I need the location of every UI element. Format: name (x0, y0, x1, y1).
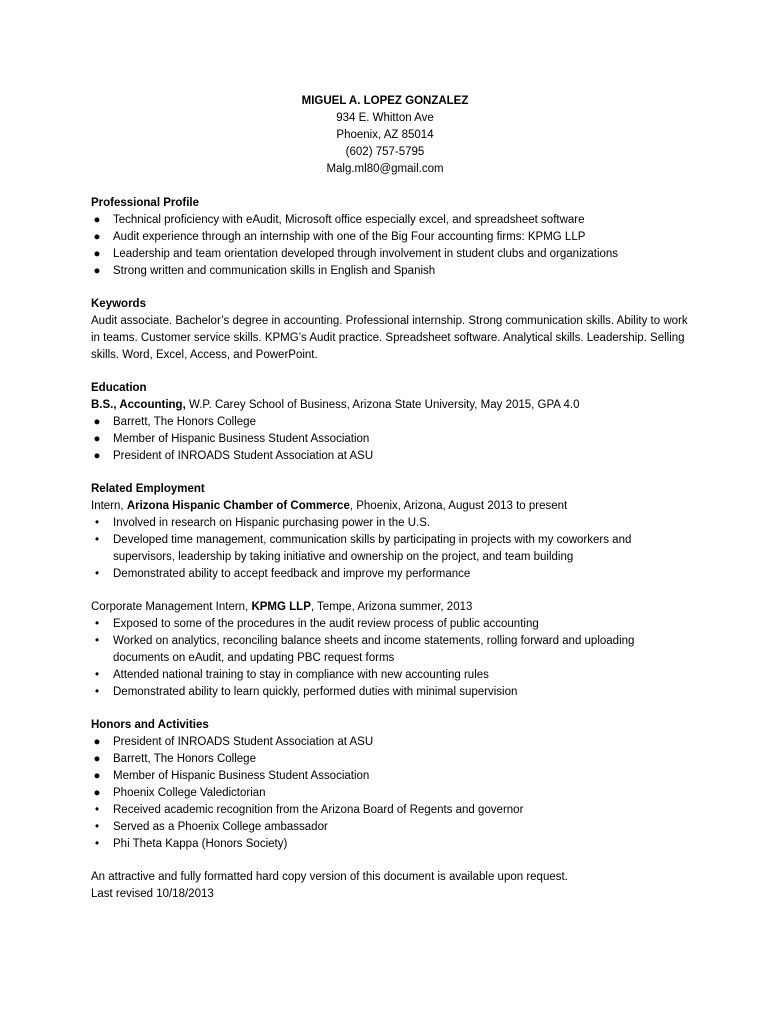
resume-header (91, 93, 679, 178)
list-item (91, 836, 691, 853)
bullet-icon: • (94, 669, 100, 681)
list-item-text: Served as a Phoenix College ambassador (113, 821, 328, 833)
bullet-icon: ● (93, 450, 101, 462)
list-item (91, 785, 691, 802)
section-title-employment: Related Employment (91, 483, 205, 495)
list-item (91, 566, 691, 583)
bullet-icon: ● (93, 248, 101, 260)
job-duties-list (91, 616, 691, 701)
job-heading (91, 498, 691, 515)
list-item (91, 414, 691, 431)
last-revised: Last revised 10/18/2013 (91, 888, 214, 900)
job-entry-kpmg (91, 599, 691, 701)
bullet-icon: • (94, 838, 100, 850)
degree-name: B.S., Accounting, (91, 399, 186, 411)
job-employer: Arizona Hispanic Chamber of Commerce (126, 500, 350, 512)
bullet-icon: • (94, 686, 100, 698)
list-item (91, 751, 691, 768)
phone-number: (602) 757-5795 (345, 146, 425, 158)
list-item-text: Involved in research on Hispanic purchasing power in the U.S. (113, 517, 431, 529)
bullet-icon: • (94, 821, 100, 833)
list-item-text: Technical proficiency with eAudit, Microsoft office especially excel, and spreadsheet software (113, 214, 585, 226)
list-item-text: Worked on analytics, reconciling balance sheets and income statements, rolling forward and uploading documents on eAudit, and updating PBC request forms (113, 635, 635, 664)
bullet-icon: ● (93, 231, 101, 243)
list-item-text: Barrett, The Honors College (113, 753, 256, 765)
list-item (91, 802, 691, 819)
list-item-text: Demonstrated ability to accept feedback and improve my performance (113, 568, 471, 580)
list-item-text: Member of Hispanic Business Student Association (113, 770, 370, 782)
resume-content (91, 93, 691, 903)
list-item-text: Leadership and team orientation developed through involvement in student clubs and organizations (113, 248, 619, 260)
job-employer: KPMG LLP (251, 601, 311, 613)
list-item (91, 448, 691, 465)
bullet-icon: • (94, 517, 100, 529)
degree-line (91, 397, 691, 414)
bullet-icon: ● (93, 736, 101, 748)
list-item-text: Strong written and communication skills in English and Spanish (113, 265, 436, 277)
bullet-icon: ● (93, 416, 101, 428)
list-item-text: Developed time management, communication skills by participating in projects with my coworkers and supervisors, leadership by taking initiative and ownership on the project, and team building (113, 534, 632, 563)
bullet-icon: ● (93, 753, 101, 765)
job-details: , Tempe, Arizona summer, 2013 (310, 601, 473, 613)
keywords-section (91, 296, 691, 364)
job-role: Corporate Management Intern, (91, 601, 252, 613)
section-title-profile: Professional Profile (91, 197, 200, 209)
list-item-text: Received academic recognition from the Arizona Board of Regents and governor (113, 804, 524, 816)
employment-section (91, 481, 691, 701)
list-item (91, 667, 691, 684)
section-title-keywords: Keywords (91, 298, 146, 310)
list-item (91, 263, 691, 280)
address-line-2: Phoenix, AZ 85014 (336, 129, 434, 141)
bullet-icon: ● (93, 770, 101, 782)
list-item (91, 633, 691, 667)
list-item (91, 515, 691, 532)
job-role: Intern, (91, 500, 127, 512)
honors-section (91, 717, 691, 853)
bullet-icon: • (94, 804, 100, 816)
address-line-1: 934 E. Whitton Ave (336, 112, 434, 124)
keywords-text: Audit associate. Bachelor’s degree in accounting. Professional internship. Strong communication skills. Ability to work in teams. Customer service skills. KPMG’s Audit practice. Spreadsheet software. Analytical skills. Leadership. Selling skills. Word, Excel, Access, and PowerPoint. (91, 315, 688, 361)
list-item-text: Phoenix College Valedictorian (113, 787, 266, 799)
degree-details: W.P. Carey School of Business, Arizona State University, May 2015, GPA 4.0 (185, 399, 580, 411)
section-title-education: Education (91, 382, 147, 394)
availability-note: An attractive and fully formatted hard copy version of this document is available upon request. (91, 871, 568, 883)
list-item-text: Exposed to some of the procedures in the audit review process of public accounting (113, 618, 539, 630)
job-entry-chamber (91, 498, 691, 583)
list-item (91, 684, 691, 701)
bullet-icon: ● (93, 265, 101, 277)
bullet-icon: ● (93, 433, 101, 445)
list-item (91, 819, 691, 836)
job-details: , Phoenix, Arizona, August 2013 to present (349, 500, 568, 512)
honors-list (91, 734, 691, 853)
bullet-icon: • (94, 568, 100, 580)
list-item-text: Barrett, The Honors College (113, 416, 256, 428)
section-title-honors: Honors and Activities (91, 719, 209, 731)
list-item (91, 768, 691, 785)
list-item (91, 212, 691, 229)
bullet-icon: • (94, 635, 100, 647)
list-item-text: Member of Hispanic Business Student Association (113, 433, 370, 445)
list-item (91, 616, 691, 633)
list-item (91, 431, 691, 448)
list-item-text: Phi Theta Kappa (Honors Society) (113, 838, 288, 850)
education-list (91, 414, 691, 465)
education-section (91, 380, 691, 465)
list-item-text: Audit experience through an internship with one of the Big Four accounting firms: KPMG LLP (113, 231, 586, 243)
email-address: Malg.ml80@gmail.com (326, 163, 444, 175)
bullet-icon: ● (93, 787, 101, 799)
profile-list (91, 212, 691, 280)
footer-section (91, 869, 691, 903)
list-item-text: President of INROADS Student Association at ASU (113, 450, 374, 462)
list-item-text: Demonstrated ability to learn quickly, performed duties with minimal supervision (113, 686, 518, 698)
list-item (91, 246, 691, 263)
list-item (91, 734, 691, 751)
job-heading (91, 599, 691, 616)
bullet-icon: • (94, 534, 100, 546)
bullet-icon: ● (93, 214, 101, 226)
list-item-text: Attended national training to stay in compliance with new accounting rules (113, 669, 489, 681)
job-duties-list (91, 515, 691, 583)
bullet-icon: • (94, 618, 100, 630)
candidate-name: MIGUEL A. LOPEZ GONZALEZ (301, 95, 469, 107)
list-item (91, 229, 691, 246)
list-item-text: President of INROADS Student Association at ASU (113, 736, 374, 748)
professional-profile-section (91, 195, 691, 280)
list-item (91, 532, 691, 566)
